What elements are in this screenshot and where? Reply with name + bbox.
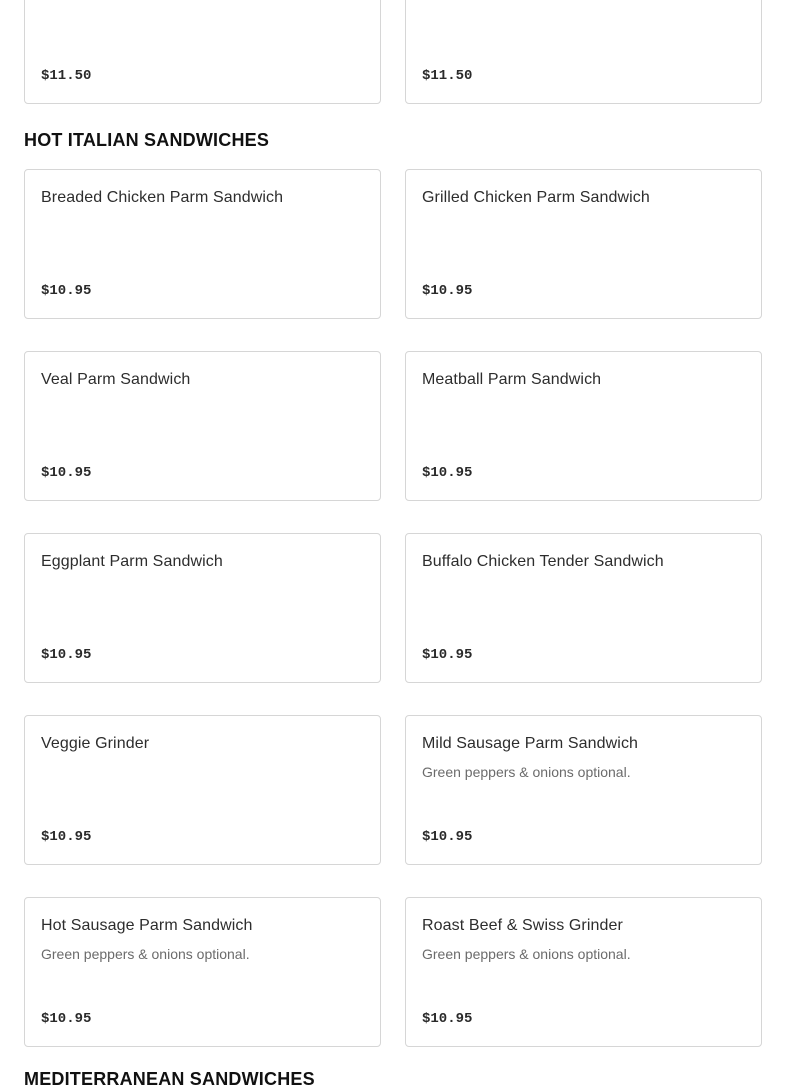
item-name: Veal Parm Sandwich xyxy=(41,371,191,388)
item-name: Roast Beef & Swiss Grinder xyxy=(422,917,623,934)
item-name: Veggie Grinder xyxy=(41,735,150,752)
item-name: Buffalo Chicken Tender Sandwich xyxy=(422,553,664,570)
item-price: $11.50 xyxy=(422,68,473,84)
menu-item-card[interactable] xyxy=(24,533,381,683)
menu-item-card[interactable] xyxy=(405,351,762,501)
item-name: Eggplant Parm Sandwich xyxy=(41,553,223,570)
menu-item-card[interactable] xyxy=(405,897,762,1047)
menu-item-card[interactable] xyxy=(24,169,381,319)
item-name: Hot Sausage Parm Sandwich xyxy=(41,917,253,934)
item-price: $10.95 xyxy=(41,647,92,663)
menu-item-card[interactable] xyxy=(405,533,762,683)
item-price: $10.95 xyxy=(422,283,473,299)
item-description: Green peppers & onions optional. xyxy=(422,946,631,962)
menu-item-card[interactable] xyxy=(405,169,762,319)
item-price: $10.95 xyxy=(422,829,473,845)
section-title: HOT ITALIAN SANDWICHES xyxy=(24,130,270,150)
menu-item-card[interactable] xyxy=(24,351,381,501)
item-price: $10.95 xyxy=(41,829,92,845)
item-name: Meatball Parm Sandwich xyxy=(422,371,602,388)
section-title: MEDITERRANEAN SANDWICHES xyxy=(24,1069,315,1089)
item-price: $10.95 xyxy=(41,283,92,299)
item-description: Green peppers & onions optional. xyxy=(422,764,631,780)
item-price: $10.95 xyxy=(422,465,473,481)
item-name: Mild Sausage Parm Sandwich xyxy=(422,735,639,752)
item-name: Grilled Chicken Parm Sandwich xyxy=(422,189,650,206)
item-price: $10.95 xyxy=(422,647,473,663)
item-name: Breaded Chicken Parm Sandwich xyxy=(41,189,284,206)
menu-item-card[interactable] xyxy=(24,897,381,1047)
item-price: $10.95 xyxy=(41,465,92,481)
menu-item-card[interactable] xyxy=(405,0,762,104)
item-price: $10.95 xyxy=(422,1011,473,1027)
menu-item-card[interactable] xyxy=(24,715,381,865)
item-price: $11.50 xyxy=(41,68,92,84)
item-description: Green peppers & onions optional. xyxy=(41,946,250,962)
menu-item-card[interactable] xyxy=(405,715,762,865)
item-price: $10.95 xyxy=(41,1011,92,1027)
menu-item-card[interactable] xyxy=(24,0,381,104)
